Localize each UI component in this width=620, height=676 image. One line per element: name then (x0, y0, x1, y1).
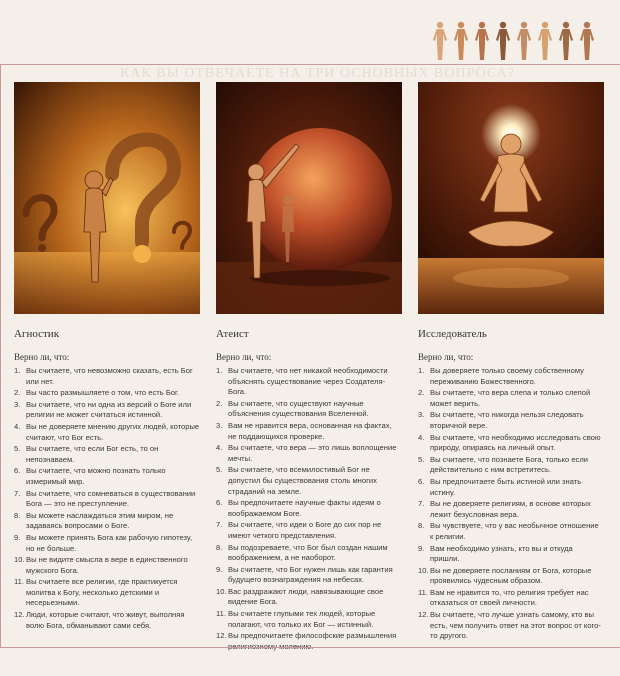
column-subtitle: Верно ли, что: (14, 352, 70, 362)
column-title: Агностик (14, 328, 60, 340)
column-agnostic (14, 82, 200, 632)
atheist-illustration (216, 82, 402, 314)
list-item: 9. Вы считаете, что Бог нужен лишь как гарантия будущего вознаграждения на небесах. (216, 564, 393, 585)
explorer-illustration (418, 82, 604, 314)
statement-list (14, 366, 200, 631)
list-item: 4. Вы считаете, что необходимо исследовать свою природу, опираясь на личный опыт. (418, 432, 601, 453)
list-item: 10. Вы не видите смысла в вере в единственного мужского Бога. (14, 555, 188, 575)
header-rule (0, 64, 620, 65)
list-item: 9. Вы можете принять Бога как рабочую гипотезу, но не больше. (14, 532, 193, 553)
human-figure-icon (517, 22, 531, 60)
list-item: 11. Вы считаете глупыми тех людей, которые полагают, что только их Бог — истинный. (216, 609, 376, 629)
list-item: 6. Вы предпочитаете быть истиной или знать истину. (418, 476, 582, 497)
list-item: 1. Вы доверяете только своему собственному переживанию Божественного. (418, 366, 584, 386)
list-item: 11. Вам не нравится то, что религия требует нас отказаться от своей личности. (418, 587, 589, 608)
list-item: 7. Вы считаете, что идеи о Боге до сих пор не имеют четкого представления. (216, 520, 382, 540)
list-item: 7. Вы не доверяете религиям, в основе которых лежит безусловная вера. (418, 499, 591, 519)
column-title: Исследователь (418, 328, 487, 340)
human-figure-icon (496, 22, 510, 60)
list-item: 2. Вы часто размышляете о том, что есть Бог. (14, 388, 179, 398)
list-item: 5. Вы считаете, что познаете Бога, только если действительно с ним встретитесь. (418, 454, 589, 475)
agnostic-illustration (14, 82, 200, 314)
human-figure-icon (559, 22, 573, 60)
statement-list (216, 366, 402, 652)
footer-rule (0, 647, 620, 648)
list-item: 12. Вы предпочитаете философские размышления (216, 631, 397, 641)
list-item: 2. Вы считаете, что вера слепа и только слепой может верить. (418, 388, 591, 408)
list-item: 7. Вы считаете, что сомневаться в существовании Бога — это не преступление. (14, 488, 196, 509)
list-item: 8. Вы можете наслаждаться этим миром, не задаваясь вопросами о Боге. (14, 510, 174, 531)
list-item: 4. Вы считаете, что вера — это лишь воплощение мечты. (216, 443, 397, 463)
human-figure-icon (454, 22, 468, 60)
list-item: 5. Вы считаете, что если Бог есть, то он непознаваем. (14, 444, 159, 464)
human-figure-icon (475, 22, 489, 60)
list-item: 8. Вы чувствуете, что у вас необычное отношение к религии. (418, 521, 599, 541)
list-item: 9. Вам необходимо узнать, кто вы и откуда пришли. (418, 543, 573, 564)
list-item: 3. Вы считаете, что никогда нельзя следовать вторичной вере. (418, 410, 584, 430)
list-item: 6. Вы считаете, что можно познать только измеримый мир. (14, 466, 166, 486)
list-item: 5. Вы считаете, что всемилостивый Бог не допустил бы существования столь многих страданий на земле. (216, 465, 377, 496)
list-item: 10. Вас раздражают люди, навязывающие свое видение Бога. (216, 586, 384, 607)
column-title: Атеист (216, 328, 249, 340)
column-subtitle: Верно ли, что: (418, 352, 474, 362)
list-item: 3. Вы считаете, что ни одна из версий о Боге или религии не может считаться истинной. (14, 399, 192, 420)
ghost-heading: КАК ВЫ ОТВЕЧАЕТЕ НА ТРИ ОСНОВНЫХ ВОПРОСА? (120, 66, 515, 81)
column-subtitle: Верно ли, что: (216, 352, 272, 362)
list-item: 6. Вы предпочитаете научные факты идеям о воображаемом Боге. (216, 498, 381, 518)
left-margin-rule (0, 64, 1, 648)
column-atheist (216, 82, 402, 653)
list-item: 8. Вы подозреваете, что Бог был создан нашим воображением, а не наоборот. (216, 542, 388, 563)
list-item: 1. Вы считаете, что нет никакой необходимости объяснять существование через Создателя-Бога. (216, 366, 388, 397)
list-item: 12. Вы считаете, что лучше узнать самому, кто вы есть, чем получить ответ на этот вопрос от кого-то другого. (418, 610, 601, 641)
list-item: 12. Люди, которые считают, что живут, выполняя волю Бога, обманывают сами себя. (14, 610, 185, 630)
human-figure-icon (580, 22, 594, 60)
list-item: 10. Вы не доверяете посланиям от Бога, которые проявились чудесным образом. (418, 565, 592, 586)
statement-list (418, 366, 604, 642)
list-item: 11. Вы считаете все религии, где практикуется молитва к Богу, несколько детскими и несерьезными. (14, 577, 178, 608)
list-item: 3. Вам не нравится вера, основанная на фактах, не поддающихся проверке. (216, 420, 392, 441)
list-item: 2. Вы считаете, что существуют научные объяснения существования Вселенной. (216, 398, 369, 419)
human-figures-decoration (432, 20, 612, 62)
human-figure-icon (538, 22, 552, 60)
list-item: 1. Вы считаете, что невозможно сказать, есть Бог или нет. (14, 366, 193, 386)
human-figure-icon (433, 22, 447, 60)
list-item: 4. Вы не доверяете мнению других людей, которые считают, что Бог есть. (14, 421, 200, 442)
column-explorer (418, 82, 604, 643)
